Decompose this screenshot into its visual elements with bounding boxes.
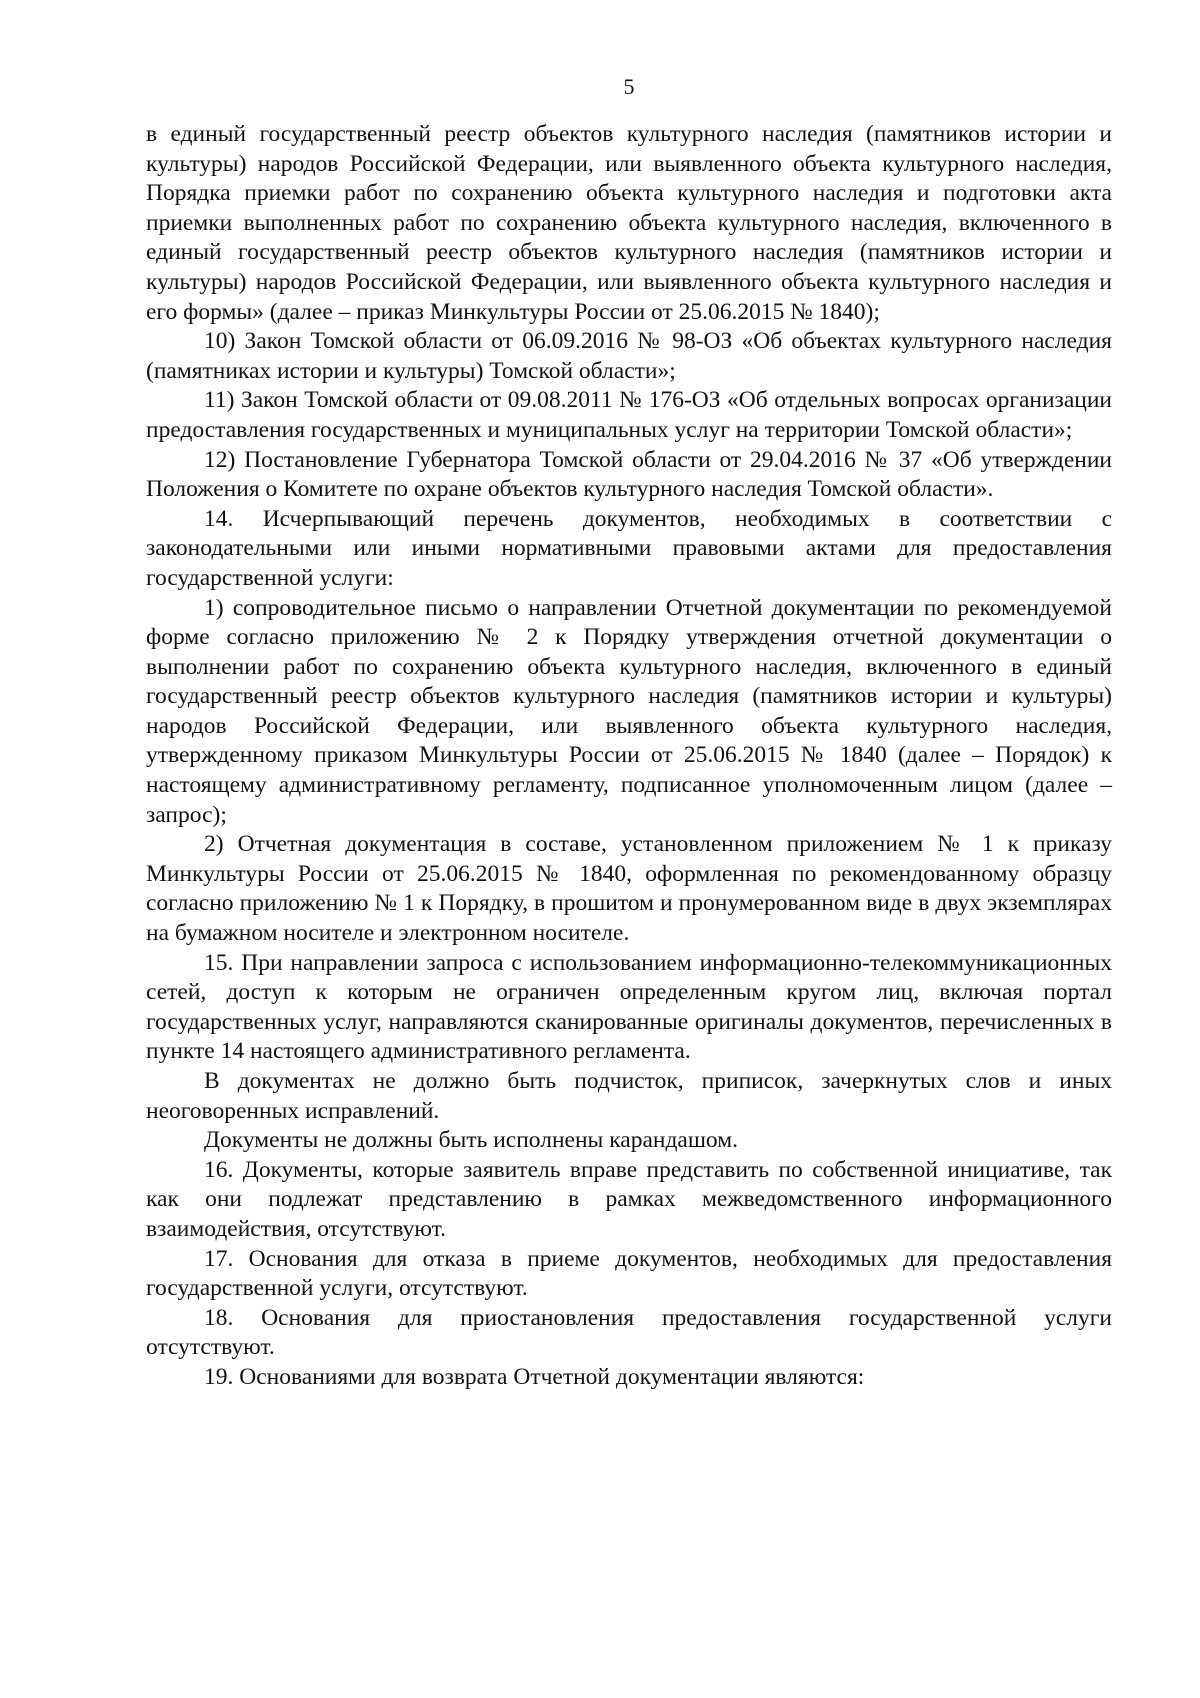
paragraph-item-12: 12) Постановление Губернатора Томской области от 29.04.2016 № 37 «Об утверждении Положения о Комитете по охране объектов культурного наследия Томской области».: [146, 446, 1112, 503]
paragraph-section-15: 15. При направлении запроса с использованием информационно-телекоммуникационных сетей, доступ к которым не ограничен определенным кругом лиц, включая портал государственных услуг, направляются сканированные оригиналы документов, перечисленных в пункте 14 настоящего административного регламента.: [146, 949, 1112, 1065]
paragraph-section-19: 19. Основаниями для возврата Отчетной документации являются:: [204, 1363, 865, 1390]
paragraph-no-pencil: Документы не должны быть исполнены карандашом.: [204, 1127, 738, 1154]
paragraph-item-10: 10) Закон Томской области от 06.09.2016 № 98-ОЗ «Об объектах культурного наследия (памятниках истории и культуры) Томской области»;: [146, 328, 1112, 384]
page-number: 5: [623, 74, 635, 99]
paragraph-section-18: 18. Основания для приостановления предоставления государственной услуги отсутствуют.: [146, 1304, 1112, 1361]
paragraph-section-16: 16. Документы, которые заявитель вправе представить по собственной инициативе, так как они подлежат представлению в рамках межведомственного информационного взаимодействия, отсутствуют.: [146, 1156, 1112, 1242]
paragraph-continuation: в единый государственный реестр объектов культурного наследия (памятников истории и культуры) народов Российской Федерации, или выявленного объекта культурного наследия, Порядка приемки работ по сохранению объекта культурного наследия и подготовки акта приемки выполненных работ по сохранению объекта культурного наследия, включенного в единый государственный реестр объектов культурного наследия (памятников истории и культуры) народов Российской Федерации, или выявленного объекта культурного наследия и его формы» (далее – приказ Минкультуры России от 25.06.2015 № 1840);: [146, 121, 1112, 325]
paragraph-item-11: 11) Закон Томской области от 09.08.2011 № 176-ОЗ «Об отдельных вопросах организации предоставления государственных и муниципальных услуг на территории Томской области»;: [146, 387, 1112, 443]
paragraph-section-14-item-1: 1) сопроводительное письмо о направлении Отчетной документации по рекомендуемой форме согласно приложению № 2 к Порядку утверждения отчетной документации о выполнении работ по сохранению объекта культурного наследия, включенного в единый государственный реестр объектов культурного наследия (памятников истории и культуры) народов Российской Федерации, или выявленного объекта культурного наследия, утвержденному приказом Минкультуры России от 25.06.2015 № 1840 (далее – Порядок) к настоящему административному регламенту, подписанное уполномоченным лицом (далее – запрос);: [146, 594, 1112, 828]
paragraph-no-corrections: В документах не должно быть подчисток, приписок, зачеркнутых слов и иных неоговоренных исправлений.: [146, 1068, 1112, 1124]
paragraph-section-14: 14. Исчерпывающий перечень документов, необходимых в соответствии с законодательными или иными нормативными правовыми актами для предоставления государственной услуги:: [146, 505, 1112, 591]
paragraph-section-14-item-2: 2) Отчетная документация в составе, установленном приложением № 1 к приказу Минкультуры России от 25.06.2015 № 1840, оформленная по рекомендованному образцу согласно приложению № 1 к Порядку, в прошитом и пронумерованном виде в двух экземплярах на бумажном носителе и электронном носителе.: [146, 831, 1112, 947]
paragraph-section-17: 17. Основания для отказа в приеме документов, необходимых для предоставления государственной услуги, отсутствуют.: [146, 1245, 1112, 1302]
